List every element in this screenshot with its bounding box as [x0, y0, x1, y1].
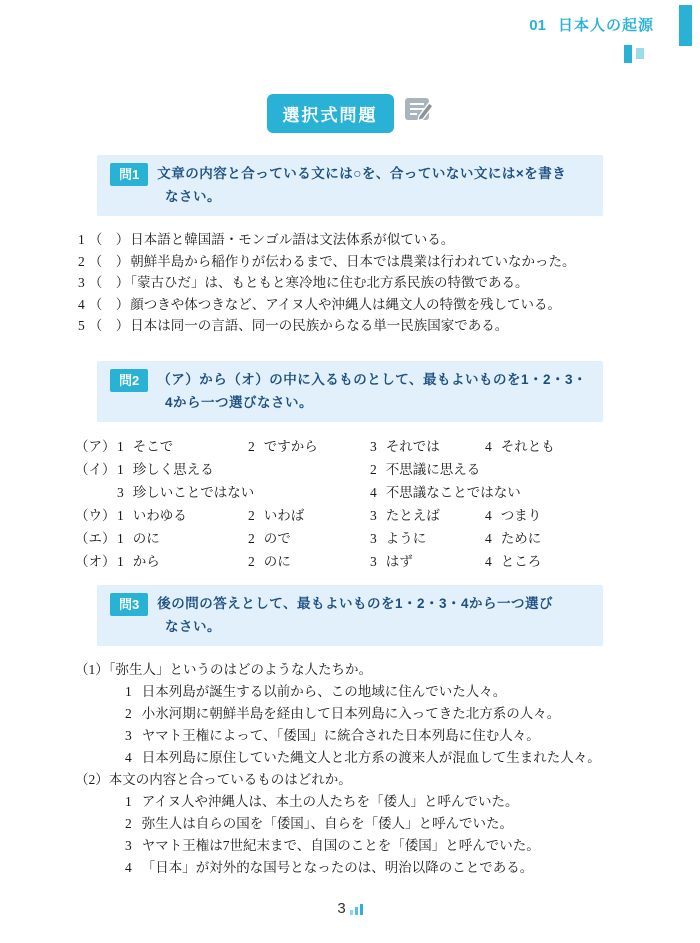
- choice-number: 1: [125, 683, 132, 699]
- choice-number: 3: [125, 837, 132, 853]
- q3-prompt-line2: なさい。: [165, 618, 221, 634]
- q2-prompt-line2: 4から一つ選びなさい。: [165, 394, 314, 410]
- choice-text: たとえば: [385, 507, 440, 523]
- choice-number: 1: [117, 530, 124, 546]
- choice-option: [117, 504, 248, 527]
- item-number: 2: [78, 253, 85, 269]
- choice-option: [485, 504, 700, 527]
- choice-text: ので: [263, 530, 291, 546]
- choice-text: 日本列島に原住していた縄文人と北方系の渡来人が混血して生まれた人々。: [141, 749, 601, 765]
- choice-option: [485, 527, 700, 550]
- choice-number: 2: [248, 438, 255, 454]
- choice-text: 日本列島が誕生する以前から、この地域に住んでいた人々。: [141, 683, 507, 699]
- sub-question-text: （2）本文の内容と合っているものはどれか。: [75, 771, 352, 787]
- answer-option: [75, 857, 700, 879]
- choice-option: [248, 435, 370, 458]
- choice-option: [248, 550, 370, 573]
- edge-bar-decoration: [679, 5, 692, 46]
- choice-option: [370, 435, 485, 458]
- choice-text: ヤマト王権は7世紀末まで、自国のことを「倭国」と呼んでいた。: [141, 837, 540, 853]
- q2-header-box: [97, 361, 603, 422]
- answer-blank-parens: （ ）: [88, 253, 130, 269]
- chapter-title: 日本人の起源: [557, 17, 654, 34]
- q1-prompt-line1: 文章の内容と合っている文には○を、合っていない文には×を書き: [157, 166, 567, 181]
- true-false-item: [78, 272, 700, 294]
- choice-number: 2: [370, 461, 377, 477]
- answer-option: [75, 681, 700, 703]
- choice-text: はず: [385, 553, 413, 569]
- choice-option: [485, 550, 700, 573]
- choice-number: 2: [248, 507, 255, 523]
- option-row: [75, 550, 700, 573]
- choice-text: つまり: [500, 507, 542, 523]
- choice-text: いわば: [263, 507, 305, 523]
- item-text: 顔つきや体つきなど、アイヌ人や沖縄人は縄文人の特徴を残している。: [130, 296, 562, 312]
- true-false-item: [78, 251, 700, 273]
- choice-option: [117, 481, 370, 504]
- item-text: 「蒙古ひだ」は、もともと寒冷地に住む北方系民族の特徴である。: [130, 275, 529, 290]
- choice-text: そこで: [132, 438, 174, 454]
- answer-option: [75, 725, 700, 747]
- choice-text: ところ: [500, 553, 542, 569]
- choice-text: のに: [132, 530, 160, 546]
- choice-number: 3: [370, 507, 377, 523]
- choice-option: [117, 458, 370, 481]
- chapter-number: 01: [529, 17, 546, 34]
- section-title-badge: 選択式問題: [267, 94, 394, 133]
- true-false-item: [78, 229, 700, 251]
- blank-label: （ウ）: [75, 507, 116, 523]
- item-number: 3: [78, 275, 85, 290]
- choice-number: 3: [117, 484, 124, 500]
- choice-number: 3: [125, 727, 132, 743]
- true-false-item: [78, 315, 700, 337]
- choice-text: それでは: [385, 438, 440, 454]
- blank-label: [75, 481, 117, 504]
- true-false-item: [78, 294, 700, 316]
- choice-option: [370, 504, 485, 527]
- option-row: [75, 504, 700, 527]
- choice-number: 3: [370, 438, 377, 454]
- q1-label: 問1: [110, 163, 148, 186]
- option-row: [75, 527, 700, 550]
- answer-option: [75, 835, 700, 857]
- item-number: 1: [78, 232, 85, 247]
- choice-text: から: [132, 553, 160, 569]
- page-footer: [0, 900, 700, 917]
- choice-text: ヤマト王権によって、「倭国」に統合された日本列島に住む人々。: [141, 727, 540, 743]
- q2-label: 問2: [110, 369, 148, 392]
- choice-number: 1: [117, 438, 124, 454]
- choice-number: 4: [125, 749, 132, 765]
- q3-prompt-line1: 後の問の答えとして、最もよいものを1・2・3・4から一つ選び: [157, 595, 553, 611]
- blank-label: （オ）: [75, 553, 116, 569]
- choice-option: [248, 527, 370, 550]
- choice-number: 1: [117, 553, 124, 569]
- choice-option: [248, 504, 370, 527]
- option-row: [75, 458, 700, 481]
- choice-number: 3: [370, 530, 377, 546]
- q3-label: 問3: [110, 593, 148, 616]
- answer-blank-parens: （ ）: [88, 318, 130, 333]
- choice-number: 2: [248, 553, 255, 569]
- choice-text: 珍しいことではない: [132, 484, 255, 500]
- choice-text: アイヌ人や沖縄人は、本土の人たちを「倭人」と呼んでいた。: [141, 793, 519, 809]
- choice-option: [370, 458, 700, 481]
- answer-blank-parens: （ ）: [88, 296, 130, 312]
- q2-option-grid: [75, 435, 700, 573]
- item-text: 日本語と韓国語・モンゴル語は文法体系が似ている。: [130, 232, 455, 247]
- item-text: 朝鮮半島から稲作りが伝わるまで、日本では農業は行われていなかった。: [130, 253, 576, 269]
- choice-number: 2: [125, 815, 132, 831]
- memo-pencil-icon: [402, 93, 434, 130]
- answer-option: [75, 813, 700, 835]
- choice-option: [370, 481, 700, 504]
- q1-prompt-line2: なさい。: [165, 189, 221, 204]
- answer-option: [75, 747, 700, 769]
- q3-subquestion-list: [75, 659, 700, 879]
- choice-number: 4: [370, 484, 377, 500]
- choice-text: いわゆる: [132, 507, 187, 523]
- choice-option: [370, 527, 485, 550]
- answer-blank-parens: （ ）: [88, 232, 130, 247]
- page-content: [0, 155, 700, 879]
- sub-question-text: （1）「弥生人」というのはどのような人たちか。: [75, 661, 372, 677]
- choice-number: 3: [370, 553, 377, 569]
- item-number: 4: [78, 296, 85, 312]
- section-title-row: [0, 94, 700, 133]
- item-number: 5: [78, 318, 85, 333]
- choice-text: ように: [385, 530, 427, 546]
- chapter-header: [529, 14, 654, 35]
- q2-prompt-line1: （ア）から（オ）の中に入るものとして、最もよいものを1・2・3・: [157, 371, 587, 387]
- choice-number: 4: [485, 507, 492, 523]
- option-row: [75, 481, 700, 504]
- choice-text: 「日本」が対外的な国号となったのは、明治以降のことである。: [141, 859, 534, 875]
- q3-header-box: [97, 585, 603, 646]
- choice-option: [485, 435, 700, 458]
- choice-number: 2: [125, 705, 132, 721]
- page-number: 3: [337, 900, 346, 917]
- choice-number: 4: [485, 530, 492, 546]
- choice-number: 4: [125, 859, 132, 875]
- q1-item-list: [78, 229, 700, 337]
- blank-label: （イ）: [75, 461, 116, 477]
- item-text: 日本は同一の言語、同一の民族からなる単一民族国家である。: [130, 318, 509, 333]
- choice-option: [117, 527, 248, 550]
- answer-blank-parens: （ ）: [88, 275, 130, 290]
- q1-header-box: [97, 155, 603, 216]
- choice-text: ですから: [263, 438, 318, 454]
- choice-text: 小氷河期に朝鮮半島を経由して日本列島に入ってきた北方系の人々。: [141, 705, 561, 721]
- answer-option: [75, 703, 700, 725]
- choice-option: [370, 550, 485, 573]
- choice-text: ために: [500, 530, 542, 546]
- choice-text: 不思議なことではない: [385, 484, 521, 500]
- choice-number: 1: [117, 507, 124, 523]
- choice-number: 4: [485, 553, 492, 569]
- choice-number: 4: [485, 438, 492, 454]
- choice-option: [117, 550, 248, 573]
- answer-option: [75, 791, 700, 813]
- bars-icon: [624, 45, 644, 63]
- choice-text: 不思議に思える: [385, 461, 481, 477]
- choice-number: 2: [248, 530, 255, 546]
- blank-label: （ア）: [75, 438, 116, 454]
- option-row: [75, 435, 700, 458]
- choice-number: 1: [125, 793, 132, 809]
- blank-label: （エ）: [75, 530, 116, 546]
- choice-text: それとも: [500, 438, 555, 454]
- choice-text: 弥生人は自らの国を「倭国」、自らを「倭人」と呼んでいた。: [141, 815, 513, 831]
- bars-icon: [350, 904, 363, 917]
- choice-text: のに: [263, 553, 291, 569]
- choice-option: [117, 435, 248, 458]
- choice-text: 珍しく思える: [132, 461, 214, 477]
- choice-number: 1: [117, 461, 124, 477]
